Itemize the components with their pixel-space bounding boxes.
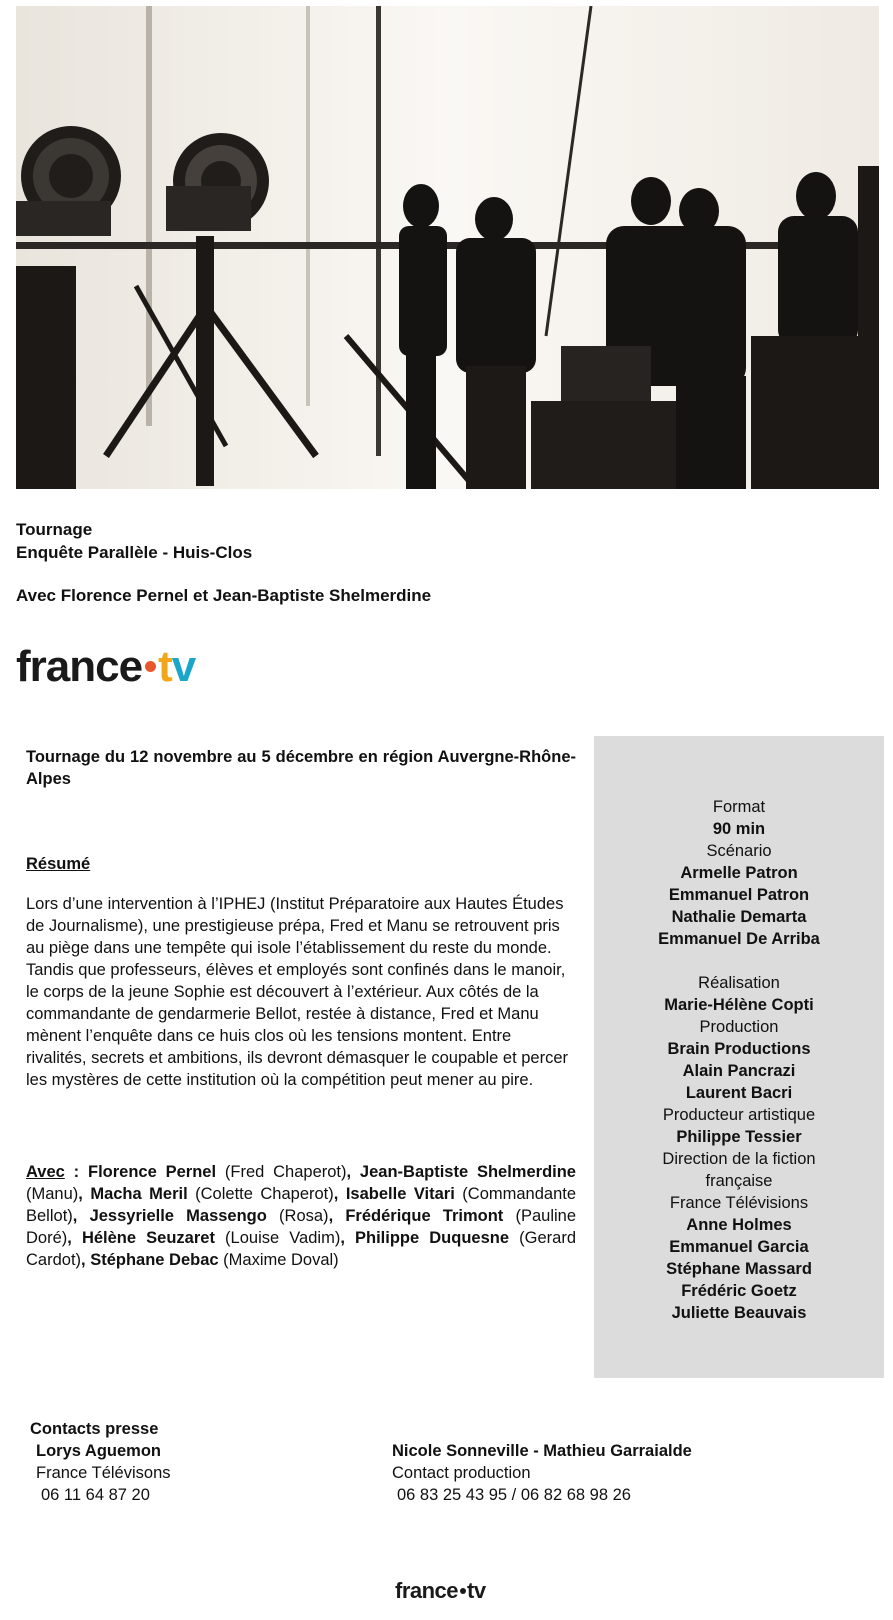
- scenario-name: Emmanuel De Arriba: [658, 930, 820, 948]
- cast-list: [26, 1163, 576, 1269]
- scenario-name: Armelle Patron: [680, 864, 798, 882]
- scenario-label: Scénario: [706, 842, 772, 860]
- france-tv-logo: [16, 642, 196, 691]
- direction-name: Stéphane Massard: [666, 1260, 812, 1278]
- contacts-left: [30, 1418, 171, 1506]
- cast-role: (Manu): [26, 1185, 79, 1203]
- contact-name: Nicole Sonneville - Mathieu Garraialde: [392, 1442, 692, 1460]
- logo-dot: [145, 661, 156, 672]
- cast-separator: ,: [72, 1207, 90, 1225]
- cast-role: (Gerard Cardot): [26, 1229, 576, 1269]
- production-name: Laurent Bacri: [685, 1084, 793, 1102]
- film-set-photo: [16, 6, 879, 489]
- cast-separator: ,: [346, 1163, 360, 1181]
- producteur-label: Producteur artistique: [662, 1106, 816, 1124]
- scenario-name: Nathalie Demarta: [671, 908, 807, 926]
- header-line-1: Tournage: [16, 520, 93, 539]
- cast-paragraph: [26, 1161, 576, 1271]
- contacts-right: [392, 1440, 692, 1506]
- contacts-heading: Contacts presse: [30, 1420, 159, 1438]
- footer-logo-dot: [460, 1588, 466, 1594]
- cast-separator: ,: [340, 1229, 355, 1247]
- production-label: Production: [699, 1018, 779, 1036]
- direction-name: Juliette Beauvais: [671, 1304, 807, 1322]
- cast-separator: ,: [81, 1251, 91, 1269]
- cast-actor-name: Frédérique Trimont: [345, 1207, 504, 1225]
- format-value: 90 min: [712, 820, 766, 838]
- cast-separator: ,: [328, 1207, 346, 1225]
- header-title: Enquête Parallèle - Huis-Clos: [16, 543, 253, 562]
- cast-role: (Maxime Doval): [218, 1251, 339, 1269]
- footer-logo-suffix: tv: [467, 1578, 486, 1603]
- production-name: Alain Pancrazi: [682, 1062, 796, 1080]
- contact-phone: 06 83 25 43 95 / 06 82 68 98 26: [397, 1486, 631, 1504]
- cast-role: (Rosa): [266, 1207, 329, 1225]
- cast-separator: ,: [67, 1229, 82, 1247]
- logo-tv: [158, 642, 195, 691]
- cast-separator: ,: [78, 1185, 91, 1203]
- logo-word: france: [16, 642, 143, 691]
- contact-name: Lorys Aguemon: [36, 1442, 161, 1460]
- footer-logo-word: france: [395, 1578, 459, 1603]
- cast-separator: ,: [333, 1185, 346, 1203]
- cast-actor-name: Isabelle Vitari: [345, 1185, 455, 1203]
- cast-role: (Commandante Bellot): [26, 1185, 577, 1225]
- contact-org: France Télévisons: [36, 1464, 171, 1482]
- logo-t: t: [158, 642, 172, 691]
- cast-actor-name: Jean-Baptiste Shelmerdine: [359, 1163, 576, 1181]
- realisation-name: Marie-Hélène Copti: [664, 996, 814, 1014]
- production-name: Brain Productions: [667, 1040, 811, 1058]
- cast-actor-name: Philippe Duquesne: [355, 1229, 510, 1247]
- cast-actor-name: Stéphane Debac: [90, 1251, 219, 1269]
- direction-name: Anne Holmes: [686, 1216, 792, 1234]
- resume-heading: Résumé: [26, 855, 91, 873]
- direction-label: Direction de la fiction: [662, 1150, 816, 1168]
- cast-role: (Pauline Doré): [26, 1207, 577, 1247]
- direction-label: française: [705, 1172, 773, 1190]
- direction-label: France Télévisions: [669, 1194, 809, 1212]
- cast-role: (Louise Vadim): [214, 1229, 341, 1247]
- cast-label: Avec: [26, 1163, 65, 1181]
- format-label: Format: [712, 798, 766, 816]
- cast-role: (Fred Chaperot): [216, 1163, 347, 1181]
- footer-logo: [395, 1578, 486, 1604]
- scenario-name: Emmanuel Patron: [668, 886, 810, 904]
- credits-sidebar: [594, 736, 884, 1378]
- cast-actor-name: Hélène Seuzaret: [81, 1229, 215, 1247]
- logo-v: v: [171, 642, 196, 691]
- resume-text: Lors d’une intervention à l’IPHEJ (Institut Préparatoire aux Hautes Études de Journalisme), une prestigieuse prépa, Fred et Manu se retrouvent pris au piège dans une tempête qui isole l’établissement du reste du monde. Tandis que professeurs, élèves et employés sont confinés dans le manoir, le corps de la jeune Sophie est découvert à l’extérieur. Aux côtés de la commandante de gendarmerie Bellot, restée à distance, Fred et Manu mènent l’enquête dans ce huis clos où les tensions montent. Entre rivalités, secrets et ambitions, ils devront démasquer le coupable et percer les mystères de cette institution où la compétition peut mener au pire.: [26, 895, 569, 1089]
- realisation-label: Réalisation: [698, 974, 780, 992]
- header-cast-line: Avec Florence Pernel et Jean-Baptiste Shelmerdine: [16, 586, 432, 605]
- contact-org: Contact production: [392, 1464, 531, 1482]
- direction-name: Frédéric Goetz: [681, 1282, 797, 1300]
- contact-phone: 06 11 64 87 20: [41, 1486, 150, 1504]
- cast-actor-name: Jessyrielle Massengo: [89, 1207, 267, 1225]
- cast-actor-name: Macha Meril: [90, 1185, 188, 1203]
- direction-name: Emmanuel Garcia: [669, 1238, 809, 1256]
- shooting-info: Tournage du 12 novembre au 5 décembre en région Auvergne-Rhône-Alpes: [26, 748, 576, 788]
- producteur-name: Philippe Tessier: [676, 1128, 802, 1146]
- cast-actor-name: Florence Pernel: [88, 1163, 217, 1181]
- cast-role: (Colette Chaperot): [187, 1185, 334, 1203]
- cast-sep: :: [64, 1163, 88, 1181]
